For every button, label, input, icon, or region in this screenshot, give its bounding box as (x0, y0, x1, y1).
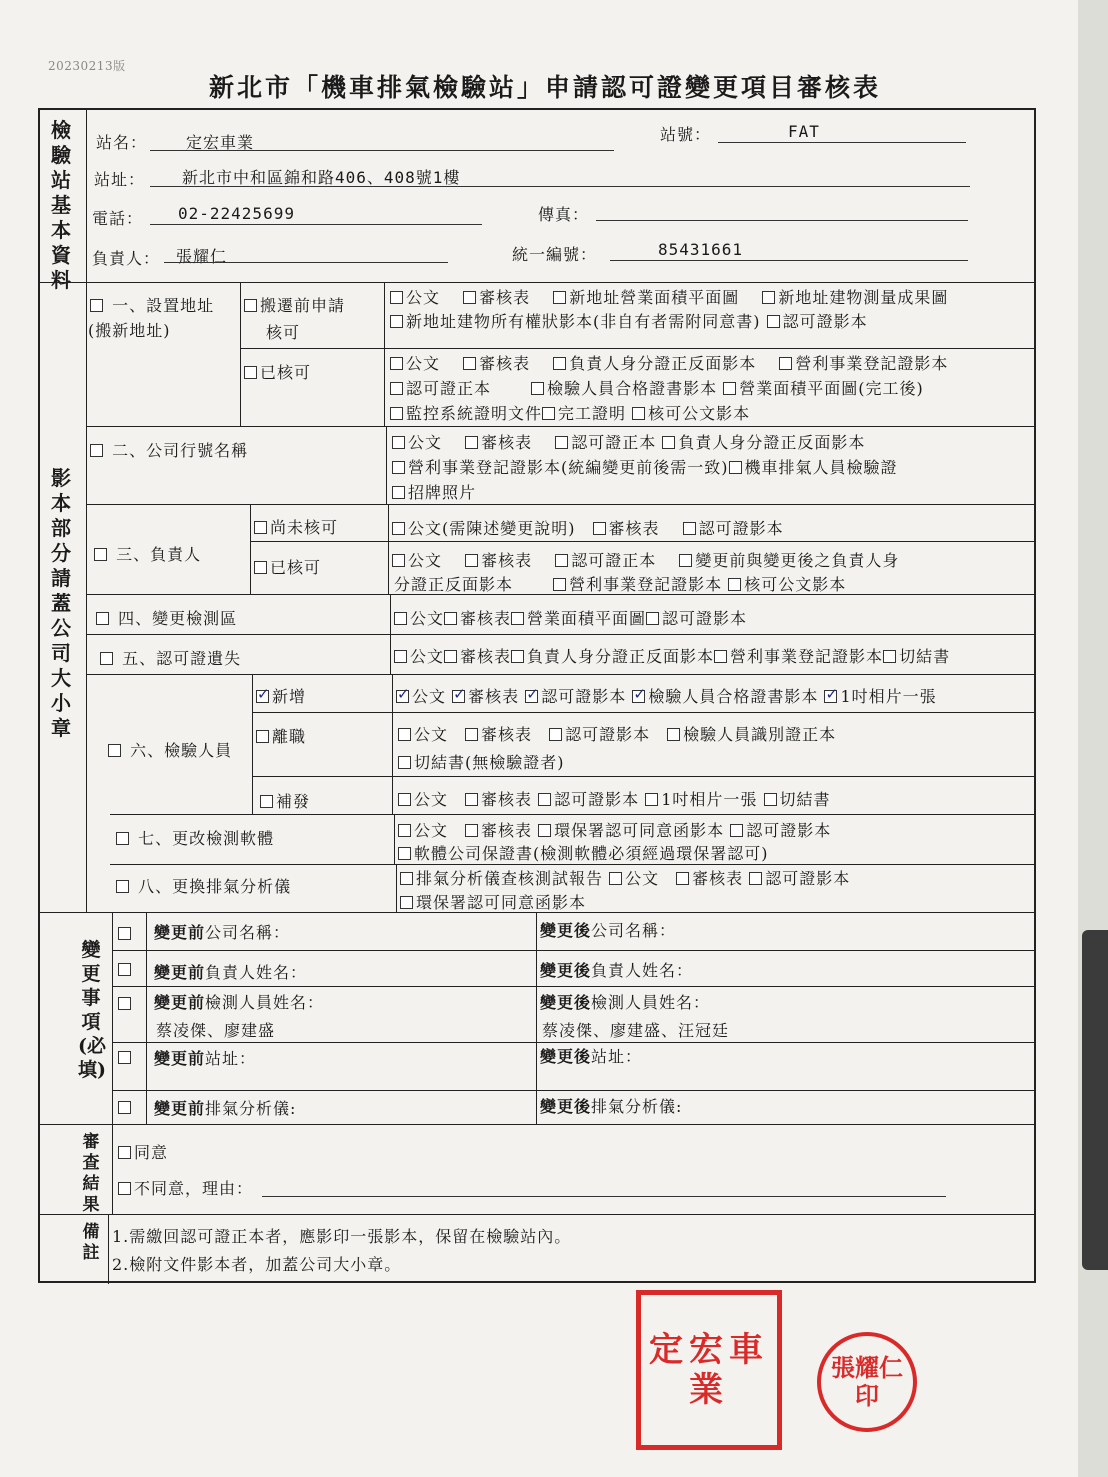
change-inspector-before: 變更前檢測人員姓名： (154, 993, 325, 1012)
form-title: 新北市「機車排氣檢驗站」申請認可證變更項目審核表 (208, 73, 881, 102)
change-analyzer-after: 變更後排氣分析儀: (540, 1097, 683, 1116)
section-label-changes: 變更事項(必填) (78, 939, 106, 1081)
item1-b-label: 已核可 (244, 360, 311, 383)
item3-label: 三、負責人 (94, 542, 201, 565)
change-analyzer-checkbox[interactable] (118, 1101, 131, 1114)
item6-checkbox[interactable] (108, 744, 121, 757)
keyboard-edge (1082, 930, 1108, 1270)
station-name-value[interactable]: 定宏車業 (186, 133, 255, 152)
item5-label: 五、認可證遺失 (100, 646, 241, 669)
tax-id-label: 統一編號： (512, 245, 598, 264)
item2-docs-row3: 招牌照片 (392, 480, 476, 503)
station-no-value[interactable]: FAT (788, 122, 820, 141)
section-label-remarks: 備註 (82, 1222, 100, 1263)
personal-seal (817, 1332, 917, 1432)
item6-b-checkbox[interactable] (256, 730, 269, 743)
phone-label: 電話： (92, 209, 144, 228)
item8-docs-row1: 排氣分析儀查核測試報告 公文 審核表 認可證影本 (400, 866, 850, 889)
personal-seal-text: 張耀仁印 (831, 1353, 903, 1410)
item6-label: 六、檢驗人員 (108, 738, 232, 761)
company-seal (636, 1290, 782, 1450)
owner-label: 負責人： (92, 249, 161, 268)
item6-a-docs: ✓ 公文 ✓ 審核表 ✓ 認可證影本 ✓ 檢驗人員合格證書影本 ✓ 1吋相片一張 (396, 684, 937, 707)
change-inspector-before-value[interactable]: 蔡凌傑、廖建盛 (156, 1021, 276, 1040)
change-inspector-after: 變更後檢測人員姓名： (540, 993, 711, 1012)
form-table (38, 108, 1036, 1283)
change-owner-checkbox[interactable] (118, 963, 131, 976)
item1-b-docs-row3: 監控系統證明文件 完工證明 核可公文影本 (390, 401, 750, 424)
item3-b-docs-row1: 公文 審核表 認可證正本 變更前與變更後之負責人身 (392, 548, 899, 571)
item7-docs-row1: 公文 審核表 環保署認可同意函影本 認可證影本 (398, 818, 831, 841)
item1-b-docs-row2: 認可證正本 檢驗人員合格證書影本 營業面積平面圖(完工後) (390, 376, 924, 399)
agree-checkbox[interactable] (118, 1146, 131, 1159)
review-disagree: 不同意，理由： (118, 1176, 253, 1199)
item6-b-docs-row2: 切結書(無檢驗證者) (398, 750, 565, 773)
change-company-checkbox[interactable] (118, 927, 131, 940)
remark-2: 2.檢附文件影本者，加蓋公司大小章。 (112, 1255, 402, 1274)
company-seal-text: 定宏車業 (649, 1330, 769, 1410)
change-inspector-after-value[interactable]: 蔡凌傑、廖建盛、汪冠廷 (542, 1021, 730, 1040)
section-label-copies: 影本部分請蓋公司大小章 (51, 466, 71, 740)
item8-docs-row2: 環保署認可同意函影本 (400, 890, 586, 913)
item4-checkbox[interactable] (96, 612, 109, 625)
remark-1: 1.需繳回認可證正本者，應影印一張影本，保留在檢驗站內。 (112, 1227, 572, 1246)
phone-value[interactable]: 02-22425699 (178, 204, 295, 223)
address-label: 站址： (94, 170, 146, 189)
station-name-label: 站名： (96, 133, 148, 152)
address-value[interactable]: 新北市中和區錦和路406、408號1樓 (182, 168, 461, 187)
item4-docs: 公文 審核表 營業面積平面圖 認可證影本 (394, 606, 747, 629)
item1-a-checkbox[interactable] (244, 299, 257, 312)
review-agree: 同意 (118, 1140, 168, 1163)
change-company-after: 變更後公司名稱： (540, 921, 677, 940)
item7-docs-row2: 軟體公司保證書(檢測軟體必須經過環保署認可) (398, 841, 769, 864)
item6-c-checkbox[interactable] (260, 795, 273, 808)
change-inspector-checkbox[interactable] (118, 997, 131, 1010)
item3-b-label: 已核可 (254, 555, 321, 578)
item3-b-docs-row2: 分證正反面影本 營利事業登記證影本 核可公文影本 (394, 575, 847, 594)
item6-b-label: 離職 (256, 724, 306, 747)
section-label-basic-info: 檢驗站基本資料 (51, 118, 71, 292)
item2-checkbox[interactable] (90, 444, 103, 457)
item1-sublabel: (搬新地址) (88, 321, 171, 340)
change-company-before: 變更前公司名稱： (154, 923, 291, 942)
change-address-checkbox[interactable] (118, 1051, 131, 1064)
item8-label: 八、更換排氣分析儀 (116, 874, 291, 897)
tax-id-value[interactable]: 85431661 (658, 240, 744, 259)
disagree-checkbox[interactable] (118, 1182, 131, 1195)
item6-c-label: 補發 (260, 789, 310, 812)
item4-label: 四、變更檢測區 (96, 606, 237, 629)
change-owner-before: 變更前負責人姓名： (154, 963, 308, 982)
form-version: 20230213版 (48, 59, 126, 73)
item3-a-checkbox[interactable] (254, 521, 267, 534)
item1-b-checkbox[interactable] (244, 366, 257, 379)
item3-checkbox[interactable] (94, 548, 107, 561)
item1-checkbox[interactable] (90, 299, 103, 312)
item2-label: 二、公司行號名稱 (90, 438, 248, 461)
section-label-review: 審查結果 (82, 1132, 100, 1215)
fax-label: 傳真： (538, 205, 590, 224)
item7-checkbox[interactable] (116, 832, 129, 845)
item2-docs-row2: 營利事業登記證影本(統編變更前後需一致) 機車排氣人員檢驗證 (392, 455, 898, 478)
item1-label: 一、設置地址 (90, 293, 214, 316)
change-owner-after: 變更後負責人姓名： (540, 961, 694, 980)
item5-checkbox[interactable] (100, 652, 113, 665)
item5-docs: 公文 審核表 負責人身分證正反面影本 營利事業登記證影本 切結書 (394, 644, 950, 667)
item3-b-checkbox[interactable] (254, 561, 267, 574)
item1-a-label2: 核可 (266, 323, 301, 342)
item3-a-docs: 公文(需陳述變更說明) 審核表 認可證影本 (392, 516, 784, 539)
item6-c-docs: 公文 審核表 認可證影本 1吋相片一張 切結書 (398, 787, 831, 810)
item6-b-docs-row1: 公文 審核表 認可證影本 檢驗人員識別證正本 (398, 722, 836, 745)
item3-a-label: 尚未核可 (254, 515, 338, 538)
item1-a-docs-row2: 新地址建物所有權狀影本(非自有者需附同意書) 認可證影本 (390, 309, 868, 332)
item6-a-label: ✓新增 (256, 684, 306, 707)
item7-label: 七、更改檢測軟體 (116, 826, 274, 849)
change-address-before: 變更前站址： (154, 1049, 257, 1068)
change-analyzer-before: 變更前排氣分析儀: (154, 1099, 297, 1118)
item1-a-docs-row1: 公文 審核表 新地址營業面積平面圖 新地址建物測量成果圖 (390, 285, 948, 308)
owner-value[interactable]: 張耀仁 (176, 247, 228, 266)
item1-a-label: 搬遷前申請 (244, 293, 345, 316)
item8-checkbox[interactable] (116, 880, 129, 893)
item6-a-checkbox[interactable] (256, 690, 269, 703)
change-address-after: 變更後站址： (540, 1047, 643, 1066)
item1-b-docs-row1: 公文 審核表 負責人身分證正反面影本 營利事業登記證影本 (390, 351, 948, 374)
station-no-label: 站號： (660, 125, 712, 144)
item2-docs-row1: 公文 審核表 認可證正本 負責人身分證正反面影本 (392, 430, 865, 453)
